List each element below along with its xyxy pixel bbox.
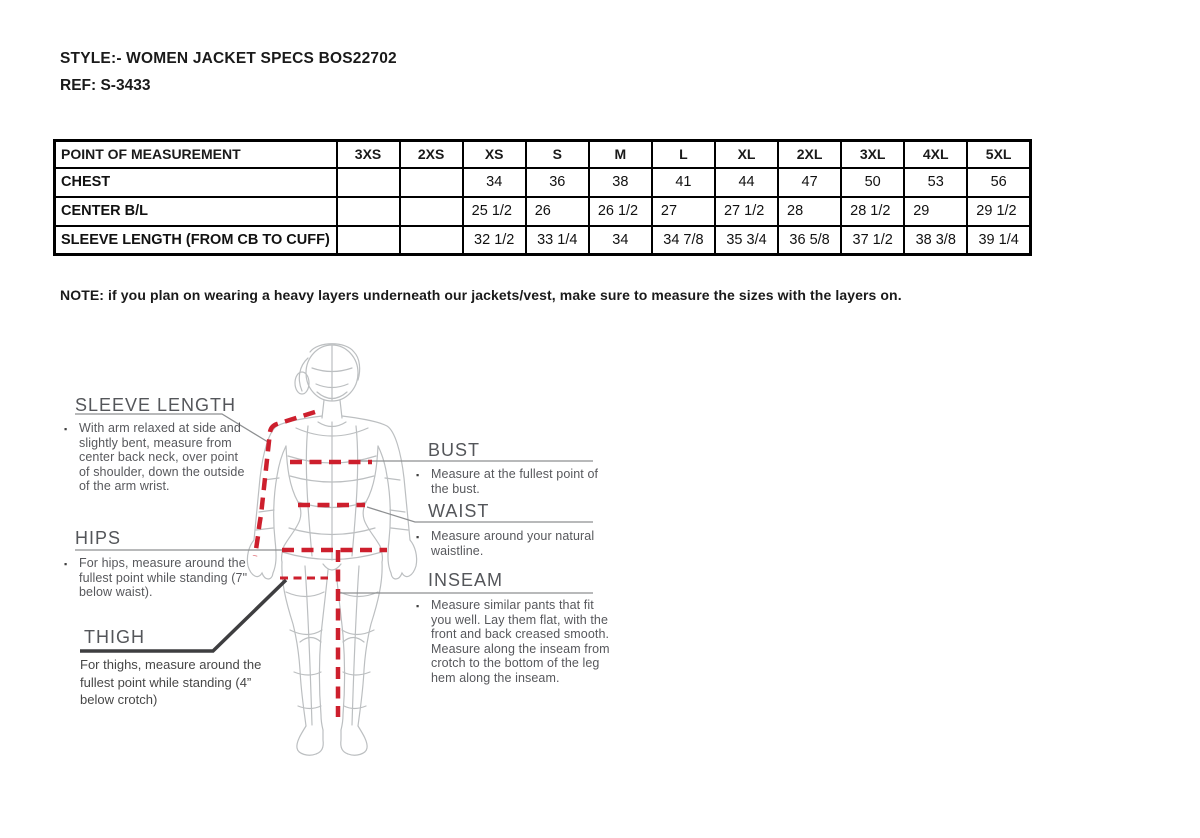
waist-heading: WAIST <box>428 501 490 521</box>
table-cell: 32 1/2 <box>463 226 526 255</box>
inseam-description <box>416 598 616 686</box>
column-header: 2XL <box>778 141 841 168</box>
hips-description <box>64 556 259 600</box>
column-header: 4XL <box>904 141 967 168</box>
column-header: 3XL <box>841 141 904 168</box>
inseam-heading: INSEAM <box>428 570 504 590</box>
table-cell: 33 1/4 <box>526 226 589 255</box>
table-row <box>55 168 1031 197</box>
hips-text: For hips, measure around the fullest point while standing (7" below waist). <box>79 556 248 600</box>
column-header: 3XS <box>337 141 400 168</box>
bullet-icon: ▪ <box>416 601 420 611</box>
table-cell: 28 1/2 <box>841 197 904 226</box>
column-header: 5XL <box>967 141 1030 168</box>
thigh-description: For thighs, measure around the fullest point while standing (4” below crotch) <box>80 657 262 707</box>
inseam-text: Measure similar pants that fit you well. Lay them flat, with the front and back creased smooth. Measure along the inseam from crotch to the bottom of the leg hem along the inseam. <box>431 598 610 685</box>
table-cell: 38 3/8 <box>904 226 967 255</box>
table-cell: 47 <box>778 168 841 197</box>
table-cell <box>337 197 400 226</box>
ref-number: REF: S-3433 <box>60 77 151 94</box>
column-header: M <box>589 141 652 168</box>
row-label: SLEEVE LENGTH (FROM CB TO CUFF) <box>55 226 337 255</box>
column-header: L <box>652 141 715 168</box>
note-text: NOTE: if you plan on wearing a heavy layers underneath our jackets/vest, make sure to measure the sizes with the layers on. <box>60 287 902 303</box>
table-cell <box>337 226 400 255</box>
column-header: POINT OF MEASUREMENT <box>55 141 337 168</box>
sleeve-length-description <box>64 421 249 494</box>
table-header-row <box>55 141 1031 168</box>
bullet-icon: ▪ <box>64 424 68 434</box>
table-row <box>55 197 1031 226</box>
waist-text: Measure around your natural waistline. <box>431 529 595 558</box>
table-cell <box>400 168 463 197</box>
table-cell: 29 <box>904 197 967 226</box>
table-cell <box>400 226 463 255</box>
bullet-icon: ▪ <box>416 470 420 480</box>
table-cell: 53 <box>904 168 967 197</box>
table-cell: 56 <box>967 168 1030 197</box>
table-cell: 28 <box>778 197 841 226</box>
hips-heading: HIPS <box>75 528 122 548</box>
table-cell <box>337 168 400 197</box>
table-cell: 36 5/8 <box>778 226 841 255</box>
size-spec-table <box>53 139 1032 256</box>
table-cell: 29 1/2 <box>967 197 1030 226</box>
table-cell: 27 1/2 <box>715 197 778 226</box>
table-cell: 37 1/2 <box>841 226 904 255</box>
bust-description <box>416 467 606 496</box>
bullet-icon: ▪ <box>416 532 420 542</box>
table-cell: 26 <box>526 197 589 226</box>
sleeve-length-heading: SLEEVE LENGTH <box>75 395 237 415</box>
table-cell: 34 <box>589 226 652 255</box>
table-row <box>55 226 1031 255</box>
row-label: CENTER B/L <box>55 197 337 226</box>
table-cell: 26 1/2 <box>589 197 652 226</box>
thigh-heading: THIGH <box>84 627 145 647</box>
table-cell: 35 3/4 <box>715 226 778 255</box>
bust-text: Measure at the fullest point of the bust. <box>431 467 599 496</box>
column-header: S <box>526 141 589 168</box>
table-cell: 25 1/2 <box>463 197 526 226</box>
table-cell: 50 <box>841 168 904 197</box>
table-cell: 27 <box>652 197 715 226</box>
table-cell: 41 <box>652 168 715 197</box>
bust-heading: BUST <box>428 440 481 460</box>
column-header: XS <box>463 141 526 168</box>
style-title: STYLE:- WOMEN JACKET SPECS BOS22702 <box>60 50 397 67</box>
table-cell: 34 <box>463 168 526 197</box>
table-cell: 38 <box>589 168 652 197</box>
bullet-icon: ▪ <box>64 559 68 569</box>
table-cell: 44 <box>715 168 778 197</box>
column-header: XL <box>715 141 778 168</box>
waist-description <box>416 529 606 558</box>
column-header: 2XS <box>400 141 463 168</box>
row-label: CHEST <box>55 168 337 197</box>
sleeve-length-dash-line <box>255 412 315 556</box>
sleeve-length-text: With arm relaxed at side and slightly bent, measure from center back neck, over point of shoulder, down the outside of the arm wrist. <box>79 421 245 494</box>
table-cell: 39 1/4 <box>967 226 1030 255</box>
table-cell <box>400 197 463 226</box>
table-cell: 34 7/8 <box>652 226 715 255</box>
table-cell: 36 <box>526 168 589 197</box>
